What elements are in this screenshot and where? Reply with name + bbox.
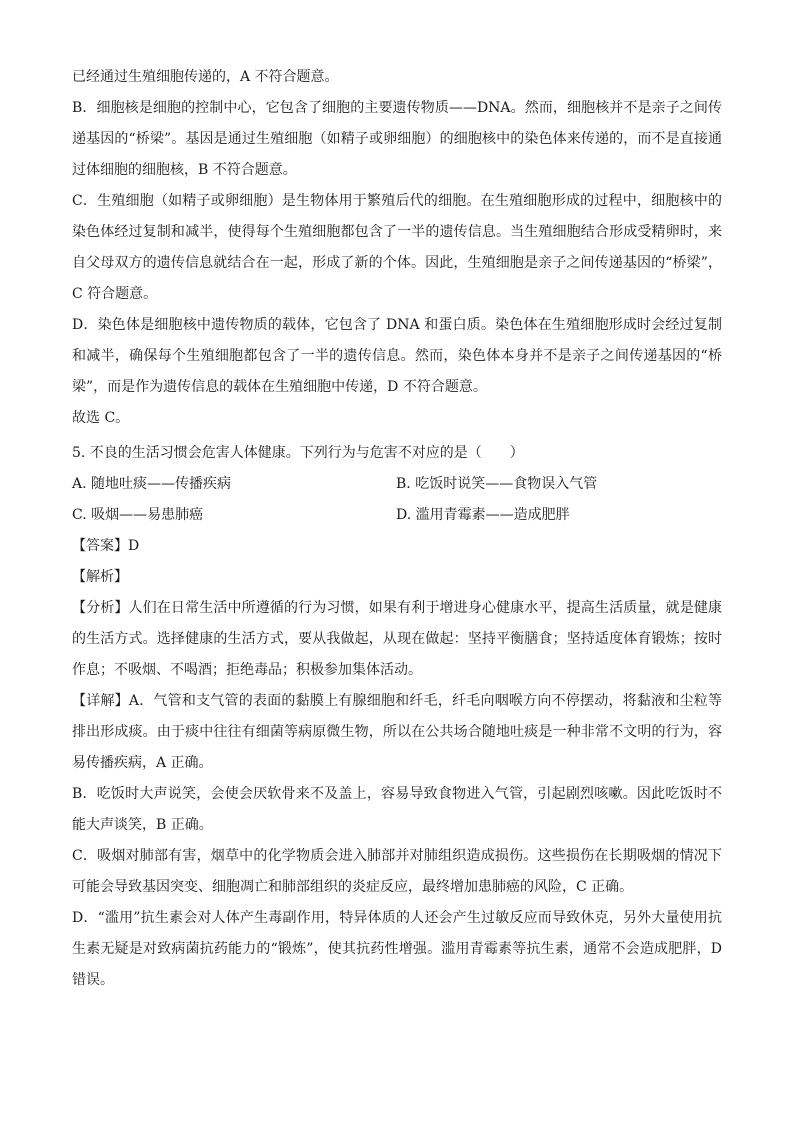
paragraph-option-b-explanation: B．细胞核是细胞的控制中心，它包含了细胞的主要遗传物质——DNA。然而，细胞核并不是亲子之间传递基因的“桥梁”。基因是通过生殖细胞（如精子或卵细胞）的细胞核中的染色体来传递的，而不是直接通过体细胞的细胞核，B 不符合题意。	[72, 100, 722, 178]
paragraph-detail-b: B．吃饭时大声说笑，会使会厌软骨来不及盖上，容易导致食物进入气管，引起剧烈咳嗽。因此吃饭时不能大声谈笑，B 正确。	[72, 786, 722, 833]
option-c: C. 吸烟——易患肺癌	[72, 507, 204, 523]
analysis-title: 【解析】	[72, 569, 128, 585]
paragraph-continuation: 已经通过生殖细胞传递的，A 不符合题意。	[72, 69, 339, 85]
document-content	[72, 62, 722, 996]
paragraph-detail-c: C．吸烟对肺部有害，烟草中的化学物质会进入肺部并对肺组织造成损伤。这些损伤在长期吸烟的情况下可能会导致基因突变、细胞凋亡和肺部组织的炎症反应，最终增加患肺癌的风险，C 正确。	[72, 848, 722, 895]
paragraph-option-c-explanation: C．生殖细胞（如精子或卵细胞）是生物体用于繁殖后代的细胞。在生殖细胞形成的过程中，细胞核中的染色体经过复制和减半，使得每个生殖细胞都包含了一半的遗传信息。当生殖细胞结合形成受精卵时，来自父母双方的遗传信息就结合在一起，形成了新的个体。因此，生殖细胞是亲子之间传递基因的“桥梁”，C 符合题意。	[72, 193, 722, 302]
paragraph-final-choice: 故选 C。	[72, 410, 130, 426]
answer-label: 【答案】D	[72, 538, 140, 554]
question-options	[72, 469, 722, 531]
paragraph-analysis: 【分析】人们在日常生活中所遵循的行为习惯，如果有利于增进身心健康水平，提高生活质量，就是健康的生活方式。选择健康的生活方式，要从我做起，从现在做起：坚持平衡膳食；坚持适度体育锻炼；按时作息；不吸烟、不喝酒；拒绝毒品；积极参加集体活动。	[72, 600, 722, 678]
paragraph-option-d-explanation: D．染色体是细胞核中遗传物质的载体，它包含了 DNA 和蛋白质。染色体在生殖细胞形成时会经过复制和减半，确保每个生殖细胞都包含了一半的遗传信息。然而，染色体本身并不是亲子之间传递基因的“桥梁”，而是作为遗传信息的载体在生殖细胞中传递，D 不符合题意。	[72, 317, 722, 395]
option-a: A. 随地吐痰——传播疾病	[72, 476, 232, 492]
paragraph-detail-a: 【详解】A．气管和支气管的表面的黏膜上有腺细胞和纤毛，纤毛向咽喉方向不停摆动，将黏液和尘粒等排出形成痰。由于痰中往往有细菌等病原微生物，所以在公共场合随地吐痰是一种非常不文明的行为，容易传播疾病，A 正确。	[72, 693, 722, 771]
option-b: B. 吃饭时说笑——食物误入气管	[396, 476, 598, 492]
paragraph-detail-d: D．“滥用”抗生素会对人体产生毒副作用，特异体质的人还会产生过敏反应而导致休克，另外大量使用抗生素无疑是对致病菌抗药能力的“锻炼”，使其抗药性增强。滥用青霉素等抗生素，通常不会造成肥胖，D 错误。	[72, 910, 722, 988]
question-text: 5. 不良的生活习惯会危害人体健康。下列行为与危害不对应的是（ ）	[72, 445, 524, 461]
option-d: D. 滥用青霉素——造成肥胖	[396, 507, 570, 523]
